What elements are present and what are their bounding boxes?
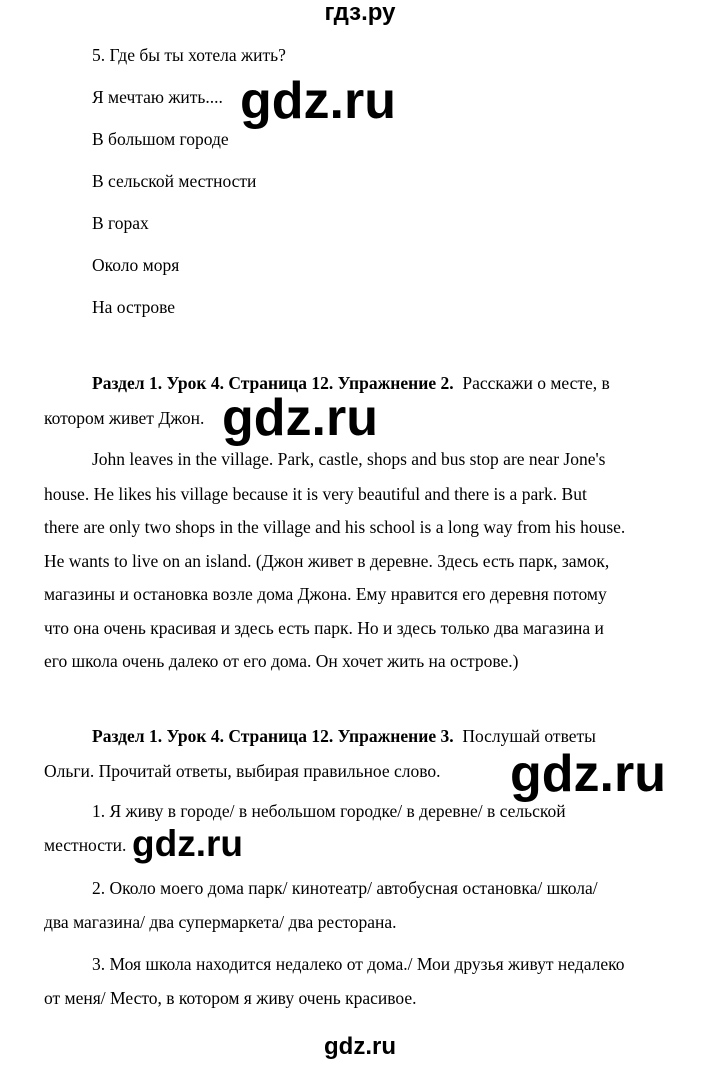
exercise-3-item-line: два магазина/ два супермаркета/ два ресторана. [44, 912, 397, 932]
exercise-3-task: Послушай ответы [462, 726, 596, 746]
watermark: gdz.ru [240, 72, 396, 130]
exercise-3-item-line: от меня/ Место, в котором я живу очень красивое. [44, 988, 417, 1008]
exercise-2-text-line: John leaves in the village. Park, castle, shops and bus stop are near Jone's [92, 449, 606, 469]
watermark: gdz.ru [132, 823, 243, 864]
exercise-2-text-line: house. He likes his village because it is very beautiful and there is a park. But [44, 484, 587, 504]
answer-line: Я мечтаю жить.... [92, 87, 223, 107]
watermark: gdz.ru [222, 389, 378, 447]
exercise-2-text-line: there are only two shops in the village and his school is a long way from his house. [44, 517, 626, 537]
exercise-3-item-line: 1. Я живу в городе/ в небольшом городке/ в деревне/ в сельской [92, 801, 566, 821]
site-header: гдз.ру [324, 0, 396, 26]
exercise-3-heading: Раздел 1. Урок 4. Страница 12. Упражнение 3. [92, 726, 454, 746]
exercise-3-task-cont: Ольги. Прочитай ответы, выбирая правильное слово. [44, 761, 441, 781]
exercise-2-task-cont: котором живет Джон. [44, 408, 205, 428]
answer-line: В сельской местности [92, 171, 257, 191]
exercise-2-text-line: его школа очень далеко от его дома. Он хочет жить на острове.) [44, 651, 519, 671]
site-footer: gdz.ru [324, 1033, 396, 1060]
answer-line: На острове [92, 297, 176, 317]
exercise-3-item-line: местности. [44, 835, 127, 855]
answer-line: В горах [92, 213, 149, 233]
exercise-3-item-line: 3. Моя школа находится недалеко от дома./ Мои друзья живут недалеко [92, 954, 625, 974]
question-5: 5. Где бы ты хотела жить? [92, 45, 286, 65]
answer-line: Около моря [92, 255, 180, 275]
exercise-3-title [92, 726, 596, 746]
watermark: gdz.ru [510, 745, 666, 803]
exercise-2-text-line: магазины и остановка возле дома Джона. Ему нравится его деревня потому [44, 584, 607, 604]
exercise-2-text-line: что она очень красивая и здесь есть парк. Но и здесь только два магазина и [44, 618, 604, 638]
exercise-2-text-line: He wants to live on an island. (Джон живет в деревне. Здесь есть парк, замок, [44, 551, 610, 571]
exercise-2-heading: Раздел 1. Урок 4. Страница 12. Упражнение 2. [92, 373, 454, 393]
exercise-3-item-line: 2. Около моего дома парк/ кинотеатр/ автобусная остановка/ школа/ [92, 878, 598, 898]
exercise-2-task: Расскажи о месте, в [462, 373, 610, 393]
answer-line: В большом городе [92, 129, 229, 149]
